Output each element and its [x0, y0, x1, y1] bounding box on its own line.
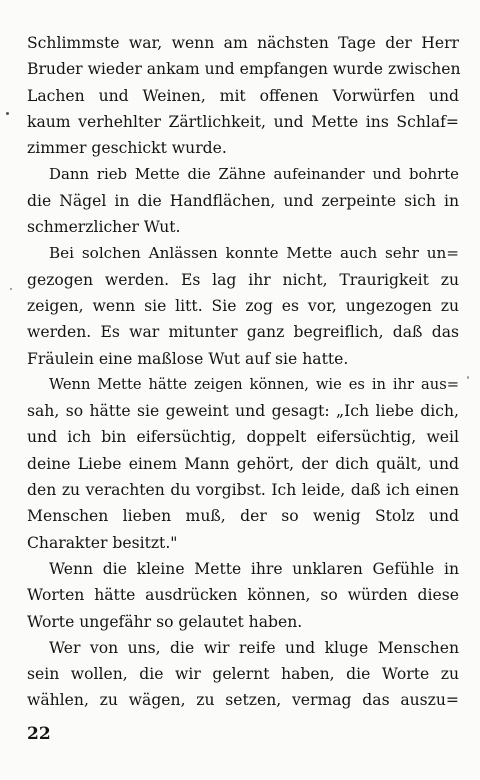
text-line: zeigen, wenn sie litt. Sie zog es vor, ungezogen zu	[27, 296, 459, 315]
text-line: deine Liebe einem Mann gehört, der dich quält, und	[27, 454, 459, 473]
text-line: und ich bin eifersüchtig, doppelt eifersüchtig, weil	[27, 428, 459, 447]
text-line: den zu verachten du vorgibst. Ich leide, daß ich einen	[27, 481, 459, 500]
text-line: zimmer geschickt wurde.	[27, 139, 227, 158]
text-line: sah, so hätte sie geweint und gesagt: „Ich liebe dich,	[27, 402, 459, 421]
text-line: kaum verhehlter Zärtlichkeit, und Mette ins Schlaf=	[27, 112, 459, 131]
text-line: Fräulein eine maßlose Wut auf sie hatte.	[27, 349, 349, 368]
text-line: Schlimmste war, wenn am nächsten Tage der Herr	[27, 34, 459, 52]
text-line: Dann rieb Mette die Zähne aufeinander und bohrte	[49, 165, 459, 184]
text-line: Wenn Mette hätte zeigen können, wie es in ihr aus=	[49, 375, 459, 393]
text-line: sein wollen, die wir gelernt haben, die Worte zu	[27, 665, 459, 684]
text-line: Worte ungefähr so gelautet haben.	[27, 612, 303, 631]
text-line: Bruder wieder ankam und empfangen wurde zwischen	[27, 60, 461, 79]
print-speck	[10, 288, 12, 290]
text-line: gezogen werden. Es lag ihr nicht, Traurigkeit zu	[27, 270, 459, 289]
print-speck	[6, 112, 9, 115]
text-line: werden. Es war mitunter ganz begreiflich, daß das	[27, 323, 459, 342]
text-line: Menschen lieben muß, der so wenig Stolz und	[27, 507, 459, 526]
page-number: 22	[27, 724, 51, 744]
text-line: Worten hätte ausdrücken können, so würden diese	[27, 586, 459, 605]
text-line: Charakter besitzt."	[27, 533, 178, 552]
text-line: die Nägel in die Handflächen, und zerpeinte sich in	[27, 191, 459, 210]
text-line: Wer von uns, die wir reife und kluge Menschen	[49, 638, 459, 657]
text-line: schmerzlicher Wut.	[27, 218, 181, 237]
print-speck	[467, 376, 469, 379]
text-line: wählen, zu wägen, zu setzen, vermag das auszu=	[27, 691, 459, 710]
text-line: Bei solchen Anlässen konnte Mette auch sehr un=	[49, 244, 459, 263]
text-line: Lachen und Weinen, mit offenen Vorwürfen und	[27, 86, 459, 105]
body-text	[27, 30, 459, 714]
text-line: Wenn die kleine Mette ihre unklaren Gefühle in	[49, 559, 459, 578]
